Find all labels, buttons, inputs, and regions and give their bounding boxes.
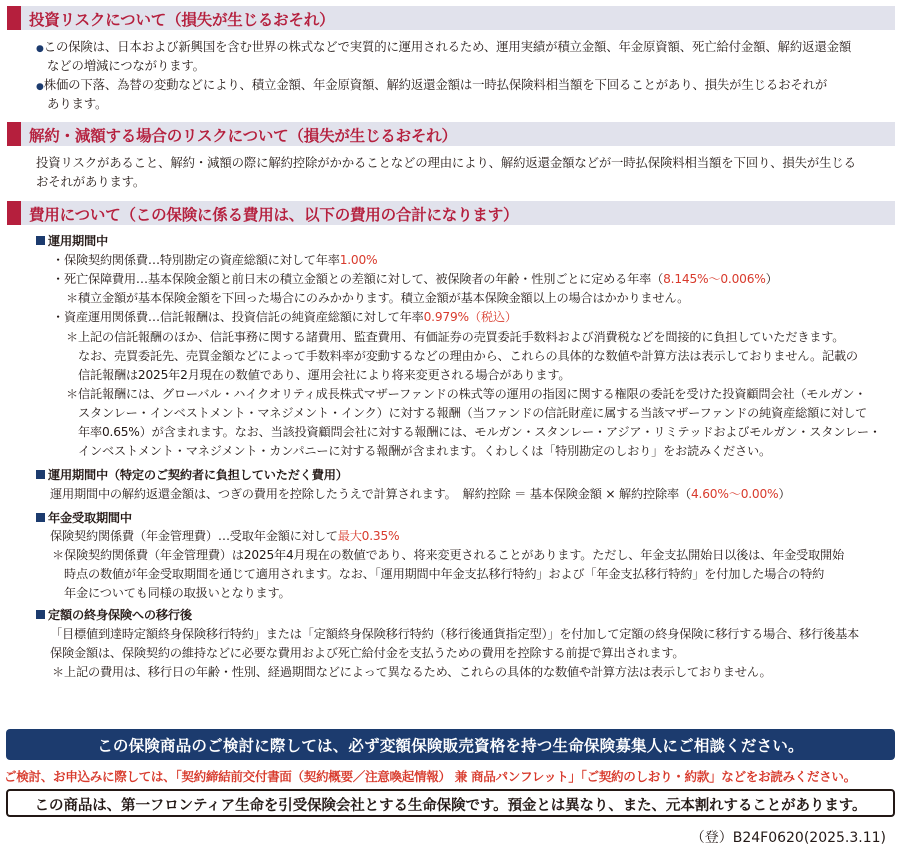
cost-note-cont: 年金についても同様の取扱いとなります。 xyxy=(64,586,291,600)
cost-note-cont: スタンレー・インベストメント・マネジメント・インク）に対する報酬（当ファンドの信託財産に属する当該マザーファンドの純資産総額に対して xyxy=(78,406,868,420)
cost-note-cont: なお、売買委託先、売買金額などによって手数料率が変動するなどの理由から、これらの具体的な数値や計算方法は表示しておりません。記載の xyxy=(78,349,858,363)
subheading-annuity-period: 年金受取期間中 xyxy=(36,509,132,528)
registration-code: （登）B24F0620(2025.3.11) xyxy=(690,830,886,846)
cost-item: 運用期間中の解約返還金額は、つぎの費用を控除したうえで計算されます。 解約控除 ＝ 基本保険金額 × 解約控除率（4.60%～0.00%） xyxy=(50,487,791,501)
square-bullet-icon xyxy=(36,513,45,522)
subheading-transition: 定額の終身保険への移行後 xyxy=(36,606,192,625)
consult-banner: この保険商品のご検討に際しては、必ず変額保険販売資格を持つ生命保険募集人にご相談ください。 xyxy=(6,729,895,760)
header-marker xyxy=(7,201,21,225)
cost-note-cont: 年率0.65%）が含まれます。なお、当該投資顧問会社に対する報酬には、モルガン・スタンレー・アジア・リミテッドおよびモルガン・スタンレー・ xyxy=(78,425,881,439)
square-bullet-icon xyxy=(36,610,45,619)
cost-note-cont: 信託報酬は2025年2月現在の数値であり、運用会社により将来変更される場合があります。 xyxy=(78,368,571,382)
cost-item: 保険契約関係費（年金管理費）…受取年金額に対して最大0.35% xyxy=(50,529,400,543)
rate-value: 1.00% xyxy=(339,253,378,267)
rate-value: 0.979%（税込） xyxy=(423,310,517,324)
paragraph-line: おそれがあります。 xyxy=(36,174,146,189)
subheading-operation-period: 運用期間中 xyxy=(36,232,108,251)
paragraph-line: 投資リスクがあること、解約・減額の際に解約控除がかかることなどの理由により、解約返還金額などが一時払保険料相当額を下回り、損失が生じる xyxy=(36,155,856,170)
section-title: 費用について（この保険に係る費用は、以下の費用の合計になります） xyxy=(29,206,519,224)
square-bullet-icon xyxy=(36,470,45,479)
cost-note: ＊信託報酬には、グローバル・ハイクオリティ成長株式マザーファンドの株式等の運用の指図に関する権限の委託を受けた投資顧問会社（モルガン・ xyxy=(66,387,867,401)
bullet-item-cont: あります。 xyxy=(47,96,108,111)
subheading-surrender-cost: 運用期間中（特定のご契約者に負担していただく費用） xyxy=(36,466,348,485)
paragraph-line: 「目標値到達時定額終身保険移行特約」または「定額終身保険移行特約（移行後通貨指定型）」を付加して定額の終身保険に移行する場合、移行後基本 xyxy=(50,627,860,641)
header-marker xyxy=(7,122,21,146)
cost-note: ＊上記の信託報酬のほか、信託事務に関する諸費用、監査費用、有価証券の売買委託手数料および消費税などを間接的に負担していただきます。 xyxy=(66,330,845,344)
cost-item: ・死亡保障費用…基本保険金額と前日末の積立金額との差額に対して、被保険者の年齢・性別ごとに定める年率（8.145%～0.006%） xyxy=(52,272,778,286)
bullet-item: ●この保険は、日本および新興国を含む世界の株式などで実質的に運用されるため、運用実績が積立金額、年金原資額、死亡給付金額、解約返還金額 xyxy=(36,39,852,54)
section-header-investment-risk xyxy=(7,6,895,30)
cost-item: ・資産運用関係費…信託報酬は、投資信託の純資産総額に対して年率0.979%（税込） xyxy=(52,310,517,324)
section-header-surrender-risk xyxy=(7,122,895,146)
cost-note: ＊積立金額が基本保険金額を下回った場合にのみかかります。積立金額が基本保険金額以上の場合はかかりません。 xyxy=(66,291,690,305)
cost-note-cont: 時点の数値が年金受取期間を通じて適用されます。なお、「運用期間中年金支払移行特約」および「年金支払移行特約」を付加した場合の特約 xyxy=(64,567,825,581)
bullet-item: ●株価の下落、為替の変動などにより、積立金額、年金原資額、解約返還金額は一時払保険料相当額を下回ることがあり、損失が生じるおそれが xyxy=(36,77,828,92)
bullet-icon: ● xyxy=(36,44,44,54)
cost-note: ＊上記の費用は、移行日の年齢・性別、経過期間などによって異なるため、これらの具体的な数値や計算方法は表示しておりません。 xyxy=(52,665,772,679)
read-notice: ご検討、お申込みに際しては、「契約締結前交付書面（契約概要／注意喚起情報） 兼 商品パンフレット」「ご契約のしおり・約款」などをお読みください。 xyxy=(4,769,856,784)
cost-note-cont: インベストメント・マネジメント・カンパニーに対する報酬が含まれます。くわしくは「特別勘定のしおり」をお読みください。 xyxy=(78,444,771,458)
rate-value: 8.145%～0.006% xyxy=(663,272,766,286)
header-marker xyxy=(7,6,21,30)
section-title: 解約・減額する場合のリスクについて（損失が生じるおそれ） xyxy=(29,127,457,145)
square-bullet-icon xyxy=(36,236,45,245)
section-header-costs xyxy=(7,201,895,225)
cost-item: ・保険契約関係費…特別勘定の資産総額に対して年率1.00% xyxy=(52,253,378,267)
bullet-icon: ● xyxy=(36,82,44,92)
rate-value: 4.60%～0.00% xyxy=(690,487,779,501)
disclaimer-text: この商品は、第一フロンティア生命を引受保険会社とする生命保険です。預金とは異なり、また、元本割れすることがあります。 xyxy=(34,798,867,814)
cost-note: ＊保険契約関係費（年金管理費）は2025年4月現在の数値であり、将来変更されることがあります。ただし、年金支払開始日以後は、年金受取開始 xyxy=(52,548,845,562)
disclaimer-box xyxy=(6,789,895,817)
paragraph-line: 保険金額は、保険契約の維持などに必要な費用および死亡給付金を支払うための費用を控除する前提で算出されます。 xyxy=(50,646,685,660)
bullet-item-cont: などの増減につながります。 xyxy=(47,58,205,73)
rate-value: 最大0.35% xyxy=(337,529,400,543)
section-title: 投資リスクについて（損失が生じるおそれ） xyxy=(29,11,335,29)
